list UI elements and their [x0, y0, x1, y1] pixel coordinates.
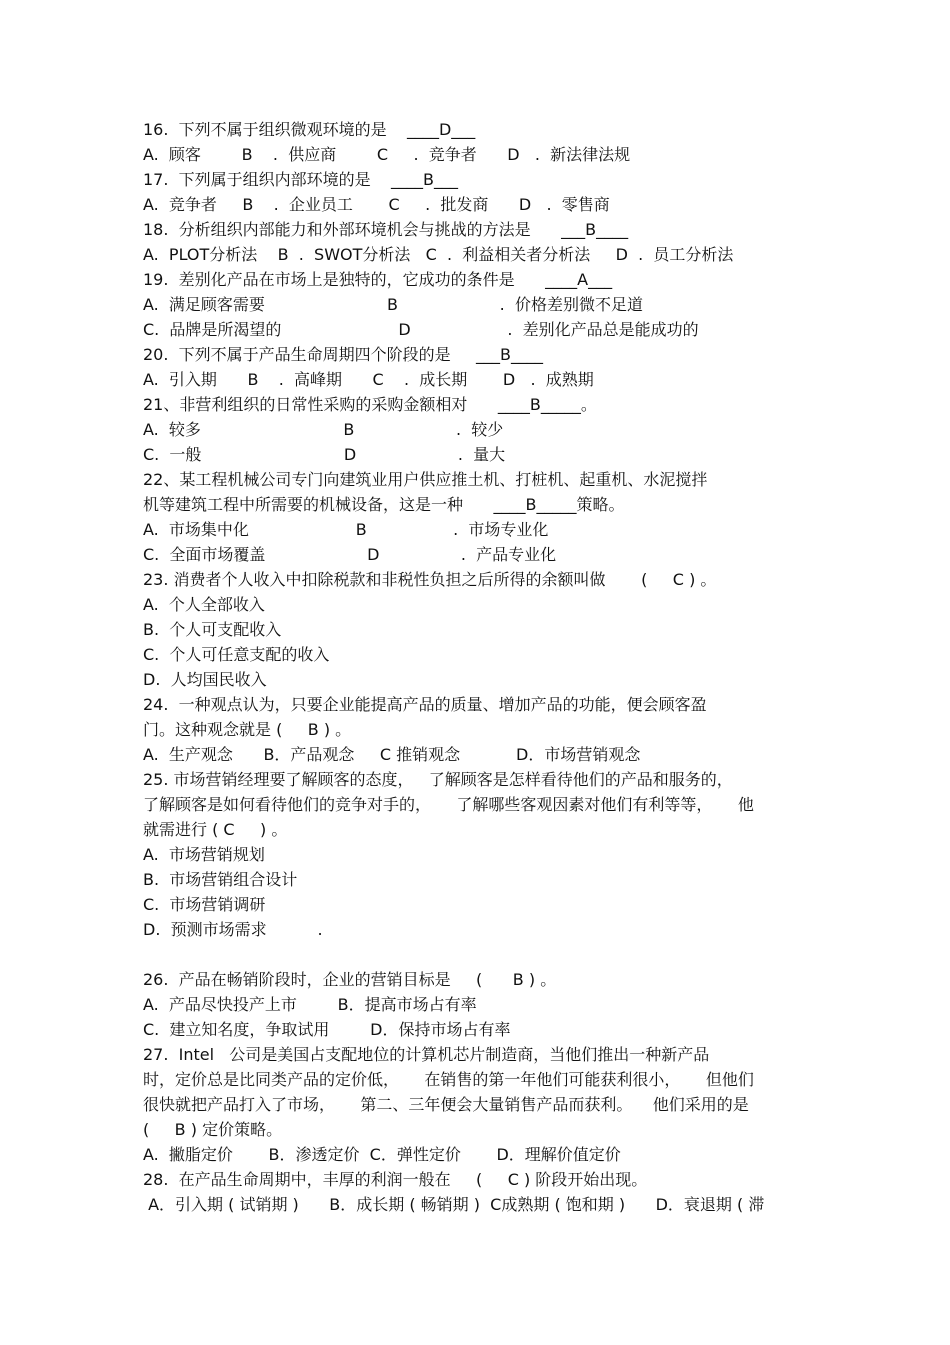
question-text-line: 就需进行 ( C ) 。 — [143, 820, 288, 839]
question-text-line: C. 品牌是所渴望的 D . 差别化产品总是能成功的 — [143, 320, 699, 339]
question-line: 18. 分析组织内部能力和外部环境机会与挑战的方法是 ___B____ — [143, 220, 629, 239]
question-text-line: 机等建筑工程中所需要的机械设备，这是一种 ____B_____策略。 — [143, 495, 625, 514]
question-text-line: A. 市场集中化 B . 市场专业化 — [143, 520, 549, 539]
question-text-line: A. 生产观念 B．产品观念 C 推销观念 D．市场营销观念 — [143, 745, 641, 764]
question-line: 17. 下列属于组织内部环境的是 ____B___ — [143, 170, 458, 189]
question-text-line: A. 较多 B . 较少 — [143, 420, 504, 439]
question-line: 24. 一种观点认为，只要企业能提高产品的质量、增加产品的功能，便会顾客盈 — [143, 695, 707, 714]
question-text-line: C. 建立知名度，争取试用 D．保持市场占有率 — [143, 1020, 511, 1039]
question-line: 26. 产品在畅销阶段时，企业的营销目标是 ( B ) 。 — [143, 970, 557, 989]
question-line: 22、某工程机械公司专门向建筑业用户供应推土机、打桩机、起重机、水泥搅拌 — [143, 470, 708, 489]
question-text-line: C. 市场营销调研 — [143, 895, 266, 914]
question-text-line: C. 个人可任意支配的收入 — [143, 645, 330, 664]
question-text-line: C. 一般 D . 量大 — [143, 445, 506, 464]
question-text-line: A. 引入期 B . 高峰期 C . 成长期 D . 成熟期 — [143, 370, 594, 389]
question-text-line: A. 竞争者 B . 企业员工 C . 批发商 D . 零售商 — [143, 195, 610, 214]
question-line: 19. 差别化产品在市场上是独特的，它成功的条件是 ____A___ — [143, 270, 613, 289]
question-text-line: 门。这种观念就是 ( B ) 。 — [143, 720, 352, 739]
question-text-line: 了解顾客是如何看待他们的竞争对手的， 了解哪些客观因素对他们有利等等， 他 — [143, 795, 754, 814]
question-line: 25. 市场营销经理要了解顾客的态度， 了解顾客是怎样看待他们的产品和服务的， — [143, 770, 733, 789]
question-text-line: 很快就把产品打入了市场， 第二、三年便会大量销售产品而获利。 他们采用的是 — [143, 1095, 749, 1114]
question-line: 20. 下列不属于产品生命周期四个阶段的是 ___B____ — [143, 345, 544, 364]
question-text-line: D. 人均国民收入 — [143, 670, 267, 689]
question-text-line: A. 个人全部收入 — [143, 595, 265, 614]
question-text-line: A．引入期 ( 试销期 ) B．成长期 ( 畅销期 ) C成熟期 ( 饱和期 ) D．衰退期 ( 滞 — [143, 1195, 765, 1214]
question-text-line: B. 个人可支配收入 — [143, 620, 282, 639]
question-text-line: A. 产品尽快投产上市 B．提高市场占有率 — [143, 995, 477, 1014]
question-text-line: A. 市场营销规划 — [143, 845, 265, 864]
question-text-line: A. 撇脂定价 B．渗透定价 C．弹性定价 D．理解价值定价 — [143, 1145, 621, 1164]
question-text-line: 时，定价总是比同类产品的定价低， 在销售的第一年他们可能获利很小， 但他们 — [143, 1070, 754, 1089]
question-line: 21、非营利组织的日常性采购的采购金额相对 ____B_____。 — [143, 395, 597, 414]
question-line: 27. Intel 公司是美国占支配地位的计算机芯片制造商，当他们推出一种新产品 — [143, 1045, 710, 1064]
question-text-line: A. 顾客 B . 供应商 C . 竞争者 D . 新法律法规 — [143, 145, 631, 164]
question-text-line: ( B ) 定价策略。 — [143, 1120, 283, 1139]
question-text-line: C. 全面市场覆盖 D . 产品专业化 — [143, 545, 557, 564]
question-text-line: A. PLOT分析法 B . SWOT分析法 C . 利益相关者分析法 D . 员工分析法 — [143, 245, 734, 264]
question-text-line: A. 满足顾客需要 B . 价格差别微不足道 — [143, 295, 643, 314]
question-text-line: B. 市场营销组合设计 — [143, 870, 298, 889]
question-line: 23. 消费者个人收入中扣除税款和非税性负担之后所得的余额叫做 ( C ) 。 — [143, 570, 717, 589]
question-text-line: D. 预测市场需求 . — [143, 920, 323, 939]
question-line: 28. 在产品生命周期中，丰厚的利润一般在 ( C ) 阶段开始出现。 — [143, 1170, 648, 1189]
question-line: 16. 下列不属于组织微观环境的是 ____D___ — [143, 120, 476, 139]
